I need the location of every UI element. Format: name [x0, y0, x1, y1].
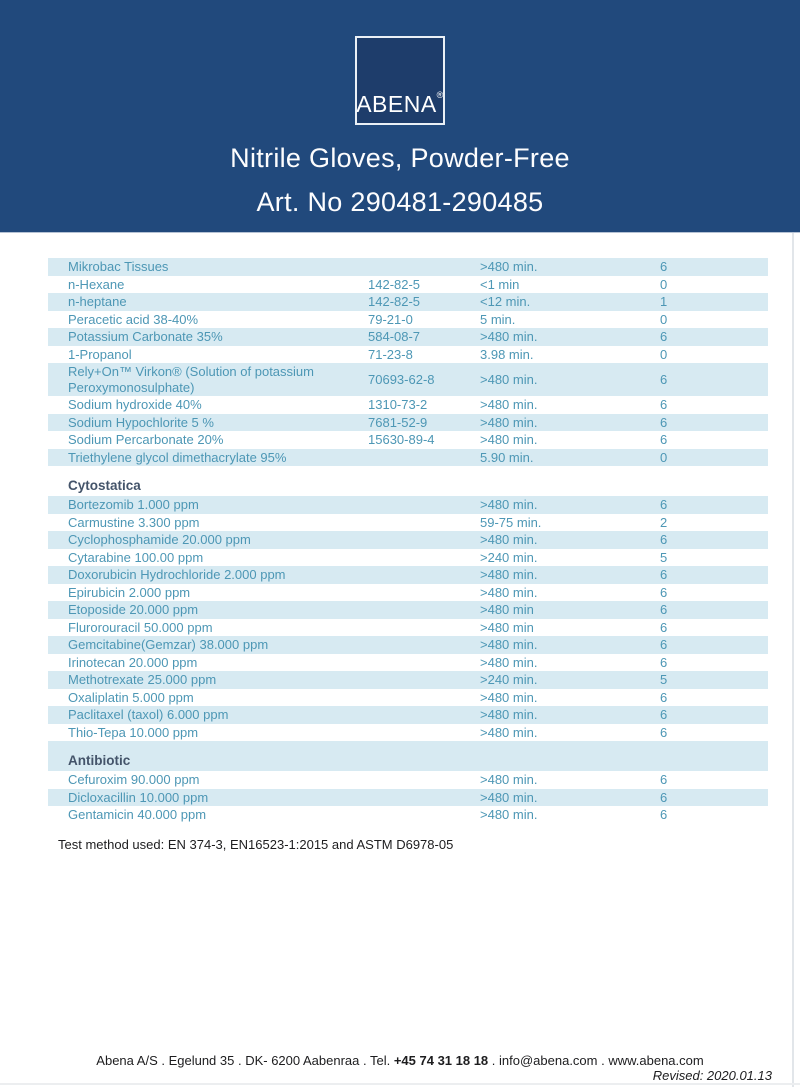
cell-chemical: n-Hexane	[68, 276, 125, 292]
cell-chemical: Irinotecan 20.000 ppm	[68, 654, 198, 670]
cell-chemical: Sodium Percarbonate 20%	[68, 432, 224, 447]
cell-level: 6	[660, 772, 668, 787]
cell-chemical: Oxaliplatin 5.000 ppm	[68, 689, 194, 705]
cell-chemical: Bortezomib 1.000 ppm	[68, 497, 199, 512]
cell-chemical: Rely+On™ Virkon® (Solution of potassium Peroxymonosulphate)	[68, 364, 314, 395]
cell-time: >480 min.	[480, 654, 538, 670]
cell-time: >480 min.	[480, 259, 538, 274]
cell-cas: 15630-89-4	[368, 432, 435, 447]
cell-chemical: Epirubicin 2.000 ppm	[68, 584, 191, 600]
cell-level: 6	[660, 532, 668, 547]
table-row	[48, 496, 768, 514]
cell-time: >480 min.	[480, 724, 538, 740]
cell-cas	[368, 796, 480, 798]
table-row	[48, 346, 768, 364]
cell-chemical: Cyclophosphamide 20.000 ppm	[68, 532, 251, 547]
cell-cas	[368, 504, 480, 506]
cell-chemical: Thio-Tepa 10.000 ppm	[68, 724, 199, 740]
cell-chemical: Etoposide 20.000 ppm	[68, 602, 199, 617]
cell-cas: 71-23-8	[368, 346, 413, 362]
cell-cas	[368, 456, 480, 458]
table-row	[48, 689, 768, 707]
table-row	[48, 566, 768, 584]
cell-time: >480 min.	[480, 584, 538, 600]
cell-level: 0	[660, 276, 668, 292]
cell-level: 2	[660, 514, 668, 530]
section-header	[48, 741, 768, 771]
cell-chemical: Sodium hydroxide 40%	[68, 397, 202, 412]
cell-cas	[368, 779, 480, 781]
cell-chemical: Cytarabine 100.00 ppm	[68, 549, 204, 565]
cell-chemical: n-heptane	[68, 294, 127, 309]
cell-chemical: Doxorubicin Hydrochloride 2.000 ppm	[68, 567, 286, 582]
cell-time: >480 min.	[480, 707, 538, 722]
cell-level: 0	[660, 311, 668, 327]
cell-cas	[368, 661, 480, 663]
header-band	[0, 0, 800, 233]
cell-cas	[368, 266, 480, 268]
cell-level: 6	[660, 432, 668, 447]
cell-time: >480 min.	[480, 371, 538, 387]
table-row	[48, 601, 768, 619]
cell-cas: 70693-62-8	[368, 371, 435, 387]
cell-chemical: Potassium Carbonate 35%	[68, 329, 223, 344]
cell-level: 0	[660, 449, 668, 465]
cell-time: >480 min.	[480, 689, 538, 705]
cell-level: 6	[660, 584, 668, 600]
cell-time: >480 min.	[480, 807, 538, 822]
section-title: Antibiotic	[68, 753, 131, 768]
table-row	[48, 806, 768, 824]
cell-time: <12 min.	[480, 294, 531, 309]
abena-logo	[355, 36, 445, 125]
cell-cas: 7681-52-9	[368, 414, 428, 430]
footer-phone: +45 74 31 18 18	[393, 1053, 489, 1068]
cell-cas: 142-82-5	[368, 294, 421, 309]
table-row	[48, 724, 768, 742]
section-title: Cytostatica	[68, 478, 141, 493]
cell-chemical: Mikrobac Tissues	[68, 259, 169, 274]
cell-time: >480 min.	[480, 497, 538, 512]
section-header	[48, 466, 768, 496]
table-row	[48, 396, 768, 414]
cell-chemical: Cefuroxim 90.000 ppm	[68, 772, 200, 787]
cell-level: 6	[660, 689, 668, 705]
cell-time: >480 min	[480, 602, 534, 617]
cell-time: 3.98 min.	[480, 346, 534, 362]
cell-level: 6	[660, 497, 668, 512]
cell-cas	[368, 609, 480, 611]
cell-time: >240 min.	[480, 549, 538, 565]
cell-time: >480 min	[480, 619, 534, 635]
test-method-note: Test method used: EN 374-3, EN16523-1:2015 and ASTM D6978-05	[58, 837, 454, 852]
table-row	[48, 414, 768, 432]
cell-time: 5 min.	[480, 311, 516, 327]
cell-cas	[368, 626, 480, 628]
cell-level: 6	[660, 789, 668, 805]
cell-chemical: Methotrexate 25.000 ppm	[68, 672, 217, 687]
cell-chemical: Paclitaxel (taxol) 6.000 ppm	[68, 707, 229, 722]
cell-time: >480 min.	[480, 532, 538, 547]
cell-cas	[368, 679, 480, 681]
cell-cas	[368, 644, 480, 646]
cell-level: 6	[660, 567, 668, 582]
table-row	[48, 671, 768, 689]
abena-logo-text	[356, 91, 444, 123]
cell-chemical: Peracetic acid 38-40%	[68, 311, 199, 327]
cell-level: 6	[660, 724, 668, 740]
table-row	[48, 431, 768, 449]
cell-cas	[368, 696, 480, 698]
footer-address-prefix: Abena A/S . Egelund 35 . DK- 6200 Aabenraa . Tel.	[96, 1053, 394, 1068]
table-section	[48, 258, 768, 466]
document-title: Nitrile Gloves, Powder-Free	[230, 143, 570, 173]
cell-time: >240 min.	[480, 672, 538, 687]
cell-time: >480 min.	[480, 329, 538, 344]
cell-cas: 1310-73-2	[368, 397, 428, 412]
cell-time: >480 min.	[480, 397, 538, 412]
table-section	[48, 741, 768, 824]
cell-time: >480 min.	[480, 789, 538, 805]
cell-level: 6	[660, 654, 668, 670]
table-row	[48, 449, 768, 467]
cell-level: 1	[660, 294, 668, 309]
cell-time: 5.90 min.	[480, 449, 534, 465]
cell-time: 59-75 min.	[480, 514, 542, 530]
cell-chemical: Gemcitabine(Gemzar) 38.000 ppm	[68, 637, 269, 652]
cell-chemical: 1-Propanol	[68, 346, 132, 362]
cell-cas	[368, 814, 480, 816]
table-row	[48, 654, 768, 672]
cell-level: 6	[660, 414, 668, 430]
table-row	[48, 619, 768, 637]
cell-time: >480 min.	[480, 772, 538, 787]
table-row	[48, 706, 768, 724]
registered-trademark-icon: ®	[436, 90, 444, 100]
table-section	[48, 466, 768, 741]
cell-time: <1 min	[480, 276, 520, 292]
cell-chemical: Triethylene glycol dimethacrylate 95%	[68, 449, 287, 465]
table-row	[48, 363, 768, 396]
cell-level: 6	[660, 329, 668, 344]
table-row	[48, 328, 768, 346]
table-row	[48, 293, 768, 311]
page-edge-bottom	[0, 1083, 800, 1085]
cell-time: >480 min.	[480, 414, 538, 430]
cell-cas: 584-08-7	[368, 329, 421, 344]
cell-level: 6	[660, 602, 668, 617]
cell-cas: 142-82-5	[368, 276, 421, 292]
page-edge-right	[792, 233, 794, 1087]
cell-cas	[368, 539, 480, 541]
footer-address	[0, 1053, 800, 1068]
table-row	[48, 311, 768, 329]
cell-chemical: Dicloxacillin 10.000 ppm	[68, 789, 209, 805]
cell-level: 0	[660, 346, 668, 362]
table-row	[48, 514, 768, 532]
cell-level: 6	[660, 371, 668, 387]
cell-chemical: Flurorouracil 50.000 ppm	[68, 619, 213, 635]
cell-chemical: Sodium Hypochlorite 5 %	[68, 414, 214, 430]
table-row	[48, 549, 768, 567]
table-row	[48, 771, 768, 789]
table-row	[48, 584, 768, 602]
cell-level: 6	[660, 619, 668, 635]
table-row	[48, 276, 768, 294]
cell-cas	[368, 521, 480, 523]
cell-cas	[368, 574, 480, 576]
cell-level: 6	[660, 259, 668, 274]
cell-time: >480 min.	[480, 567, 538, 582]
chemical-table	[48, 258, 768, 824]
cell-cas	[368, 714, 480, 716]
cell-chemical: Gentamicin 40.000 ppm	[68, 807, 207, 822]
cell-level: 6	[660, 637, 668, 652]
cell-level: 5	[660, 672, 668, 687]
cell-cas	[368, 556, 480, 558]
cell-chemical: Carmustine 3.300 ppm	[68, 514, 200, 530]
footer-address-suffix: . info@abena.com . www.abena.com	[488, 1053, 704, 1068]
cell-cas: 79-21-0	[368, 311, 413, 327]
table-row	[48, 636, 768, 654]
cell-cas	[368, 731, 480, 733]
abena-logo-wordmark: ABENA	[356, 91, 437, 117]
cell-time: >480 min.	[480, 432, 538, 447]
table-row	[48, 531, 768, 549]
cell-level: 6	[660, 707, 668, 722]
table-row	[48, 789, 768, 807]
cell-time: >480 min.	[480, 637, 538, 652]
cell-level: 6	[660, 397, 668, 412]
revision-date: Revised: 2020.01.13	[652, 1068, 772, 1083]
cell-level: 5	[660, 549, 668, 565]
document-subtitle: Art. No 290481-290485	[256, 187, 544, 217]
cell-cas	[368, 591, 480, 593]
cell-level: 6	[660, 807, 668, 822]
table-row	[48, 258, 768, 276]
